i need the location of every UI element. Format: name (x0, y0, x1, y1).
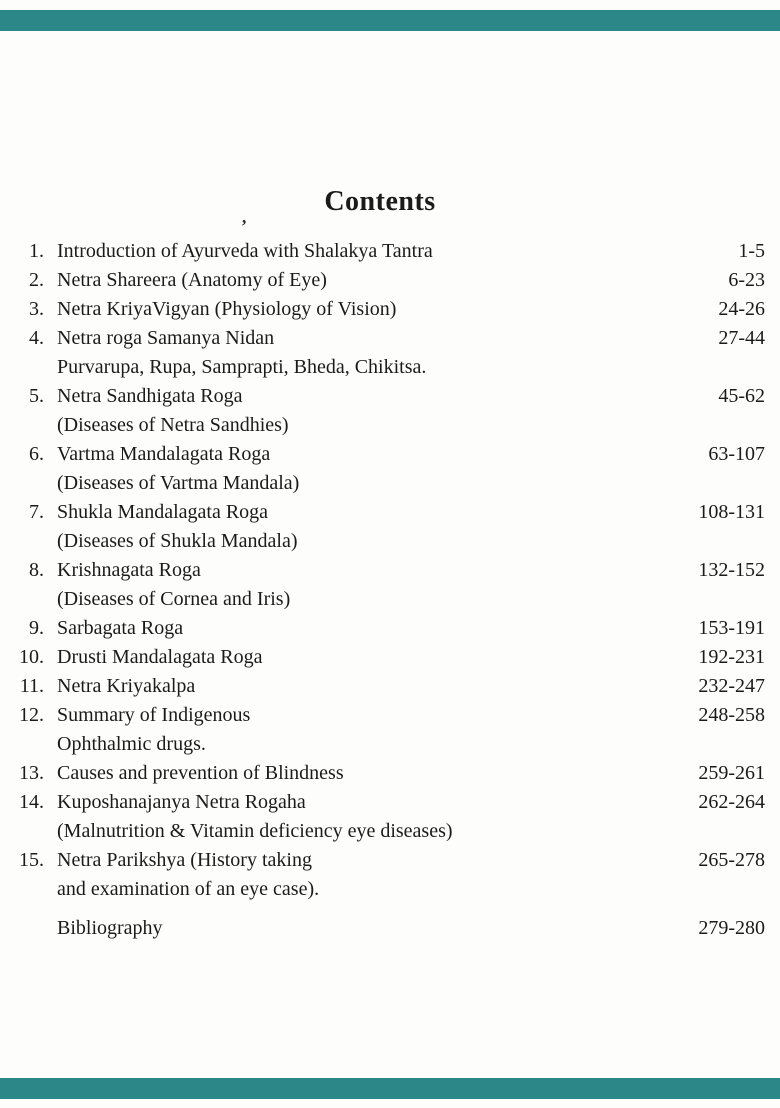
toc-entry-row (0, 237, 780, 266)
entry-number: 10. (19, 646, 44, 668)
toc-entry-continuation-row (0, 730, 780, 759)
entry-page-range: 24-26 (718, 298, 765, 320)
entry-page-range: 259-261 (698, 762, 765, 784)
entry-page-range: 232-247 (698, 675, 765, 697)
toc-entry-continuation-row (0, 353, 780, 382)
entry-title: Netra Shareera (Anatomy of Eye) (57, 269, 327, 291)
entry-page-range: 265-278 (698, 849, 765, 871)
entry-title: Summary of Indigenous (57, 704, 251, 726)
entry-title: Sarbagata Roga (57, 617, 184, 639)
entry-number: 6. (29, 443, 44, 465)
entry-number: 7. (29, 501, 44, 523)
entry-number: 9. (29, 617, 44, 639)
entry-number: 15. (19, 849, 44, 871)
entry-title-line2: Purvarupa, Rupa, Samprapti, Bheda, Chikitsa. (57, 356, 427, 378)
entry-title-line2: and examination of an eye case). (57, 878, 320, 900)
entry-page-range: 63-107 (708, 443, 765, 465)
entry-number: 1. (29, 240, 44, 262)
bottom-accent-bar (0, 1078, 780, 1099)
toc-entry-row (0, 914, 780, 943)
entry-number: 12. (19, 704, 44, 726)
entry-page-range: 132-152 (698, 559, 765, 581)
entry-number: 5. (29, 385, 44, 407)
entry-number: 4. (29, 327, 44, 349)
entry-page-range: 279-280 (698, 917, 765, 939)
entry-page-range: 262-264 (698, 791, 765, 813)
entry-number: 8. (29, 559, 44, 581)
entry-title: Netra Kriyakalpa (57, 675, 196, 697)
entry-page-range: 248-258 (698, 704, 765, 726)
toc-entry-row (0, 498, 780, 527)
toc-entry-row (0, 614, 780, 643)
toc-entry-row (0, 788, 780, 817)
entry-page-range: 6-23 (728, 269, 765, 291)
entry-title: Drusti Mandalagata Roga (57, 646, 263, 668)
toc-entry-row (0, 643, 780, 672)
entry-page-range: 108-131 (698, 501, 765, 523)
entry-page-range: 45-62 (718, 385, 765, 407)
entry-title-line2: (Malnutrition & Vitamin deficiency eye diseases) (57, 820, 453, 842)
entry-number: 3. (29, 298, 44, 320)
entry-title: Netra Parikshya (History taking (57, 849, 312, 871)
toc-entry-row (0, 672, 780, 701)
toc-entry-continuation-row (0, 469, 780, 498)
entry-page-range: 1-5 (738, 240, 765, 262)
entry-page-range: 153-191 (698, 617, 765, 639)
stray-ink-mark: ’ (241, 216, 247, 236)
entry-number: 2. (29, 269, 44, 291)
toc-entry-continuation-row (0, 875, 780, 904)
entry-title: Causes and prevention of Blindness (57, 762, 344, 784)
entry-page-range: 192-231 (698, 646, 765, 668)
entry-title: Netra Sandhigata Roga (57, 385, 243, 407)
toc-entry-row (0, 846, 780, 875)
entry-title-line2: (Diseases of Netra Sandhies) (57, 414, 289, 436)
entry-title: Shukla Mandalagata Roga (57, 501, 269, 523)
entry-title: Netra KriyaVigyan (Physiology of Vision) (57, 298, 397, 320)
entry-number: 14. (19, 791, 44, 813)
entry-title: Introduction of Ayurveda with Shalakya Tantra (57, 240, 433, 262)
toc-entry-row (0, 324, 780, 353)
entry-page-range: 27-44 (718, 327, 765, 349)
toc-entry-row (0, 440, 780, 469)
toc-entry-continuation-row (0, 817, 780, 846)
toc-entry-row (0, 295, 780, 324)
entry-title-line2: (Diseases of Vartma Mandala) (57, 472, 300, 494)
toc-entry-row (0, 382, 780, 411)
toc-entry-row (0, 759, 780, 788)
toc-entry-continuation-row (0, 411, 780, 440)
entry-title: Netra roga Samanya Nidan (57, 327, 275, 349)
entry-title-line2: (Diseases of Cornea and Iris) (57, 588, 291, 610)
toc-entry-row (0, 556, 780, 585)
toc-entry-row (0, 701, 780, 730)
entry-number: 11. (19, 675, 44, 697)
table-of-contents (0, 237, 780, 943)
entry-title: Bibliography (57, 917, 163, 939)
toc-entry-row (0, 266, 780, 295)
top-accent-bar (0, 10, 780, 31)
entry-title: Kuposhanajanya Netra Rogaha (57, 791, 306, 813)
page-title: Contents (324, 186, 436, 217)
toc-entry-continuation-row (0, 585, 780, 614)
entry-number: 13. (19, 762, 44, 784)
entry-title: Vartma Mandalagata Roga (57, 443, 271, 465)
entry-title-line2: (Diseases of Shukla Mandala) (57, 530, 298, 552)
toc-entry-continuation-row (0, 527, 780, 556)
entry-title: Krishnagata Roga (57, 559, 201, 581)
entry-title-line2: Ophthalmic drugs. (57, 733, 206, 755)
